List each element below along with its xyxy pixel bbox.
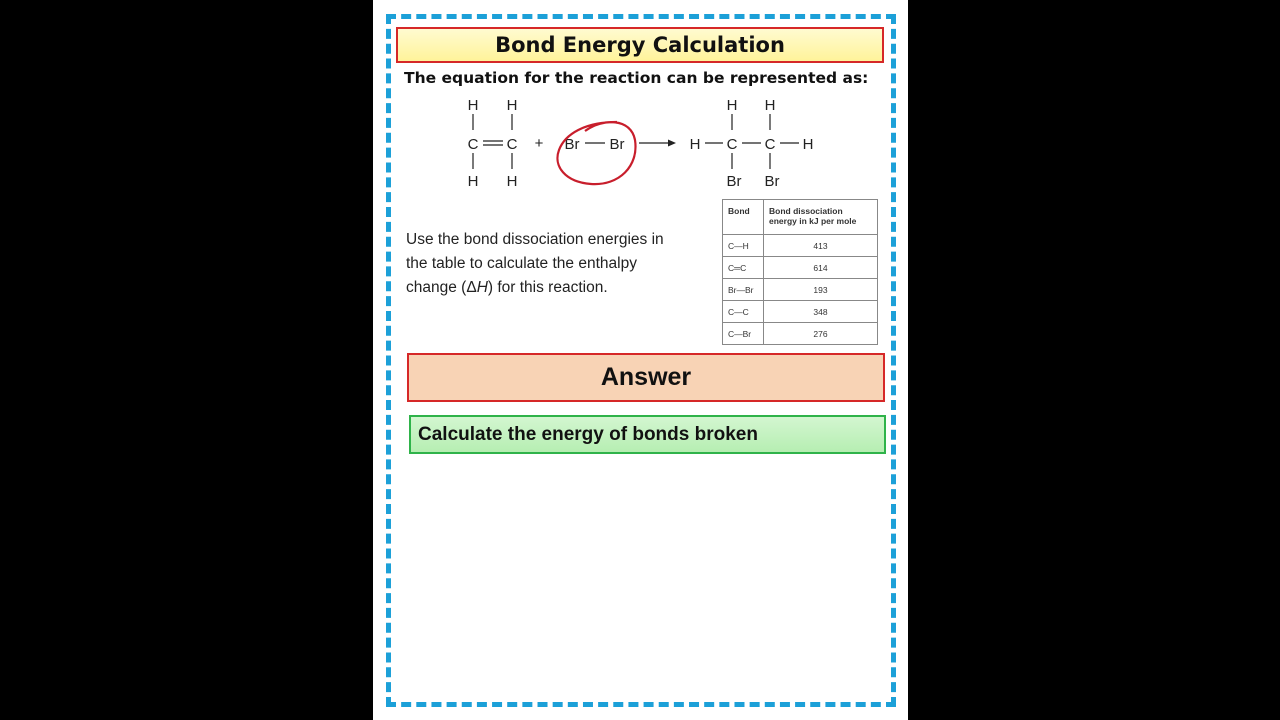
step-bonds-broken: Calculate the energy of bonds broken	[409, 415, 886, 454]
product-h-top-right: H	[764, 97, 776, 114]
ethene-h-bottom-left: H	[467, 173, 479, 190]
bond-cell: C—H	[723, 235, 764, 257]
question-line-3-end: ) for this reaction.	[487, 279, 608, 296]
enthalpy-symbol: H	[476, 279, 488, 296]
bromine-left: Br	[564, 136, 580, 153]
page-title: Bond Energy Calculation	[396, 27, 884, 63]
table-row	[723, 257, 878, 279]
plus-sign: +	[534, 135, 544, 152]
bond-cell: C—C	[723, 301, 764, 323]
table-header-bond: Bond	[723, 200, 764, 235]
question-line-3-start: change (Δ	[406, 279, 477, 296]
product-c-right: C	[764, 136, 776, 153]
product-h-top-left: H	[726, 97, 738, 114]
table-row	[723, 235, 878, 257]
product-br-left: Br	[726, 173, 742, 190]
table-header-energy: Bond dissociation energy in kJ per mole	[764, 200, 878, 235]
question-text	[406, 228, 718, 300]
product-h-left: H	[689, 136, 701, 153]
reaction-arrow-head	[668, 140, 676, 147]
energy-cell: 614	[764, 257, 878, 279]
annotation-circle	[557, 122, 635, 184]
answer-heading: Answer	[407, 353, 885, 402]
energy-cell: 413	[764, 235, 878, 257]
bond-cell: Br—Br	[723, 279, 764, 301]
product-br-right: Br	[764, 173, 780, 190]
equation-intro: The equation for the reaction can be represented as:	[404, 69, 869, 87]
ethene-c-left: C	[467, 136, 479, 153]
table-row	[723, 301, 878, 323]
energy-cell: 348	[764, 301, 878, 323]
ethene-h-top-right: H	[506, 97, 518, 114]
bond-energy-table	[722, 199, 878, 345]
bromine-right: Br	[609, 136, 625, 153]
question-line-1: Use the bond dissociation energies in	[406, 231, 664, 248]
energy-cell: 276	[764, 323, 878, 345]
product-h-right: H	[802, 136, 814, 153]
energy-cell: 193	[764, 279, 878, 301]
ethene-h-top-left: H	[467, 97, 479, 114]
bond-cell: C—Br	[723, 323, 764, 345]
question-line-2: the table to calculate the enthalpy	[406, 255, 637, 272]
ethene-c-right: C	[506, 136, 518, 153]
bond-cell: C═C	[723, 257, 764, 279]
table-row	[723, 279, 878, 301]
ethene-h-bottom-right: H	[506, 173, 518, 190]
table-header-row	[723, 200, 878, 235]
table-row	[723, 323, 878, 345]
slide-page	[373, 0, 908, 720]
reaction-diagram	[373, 0, 908, 200]
product-c-left: C	[726, 136, 738, 153]
